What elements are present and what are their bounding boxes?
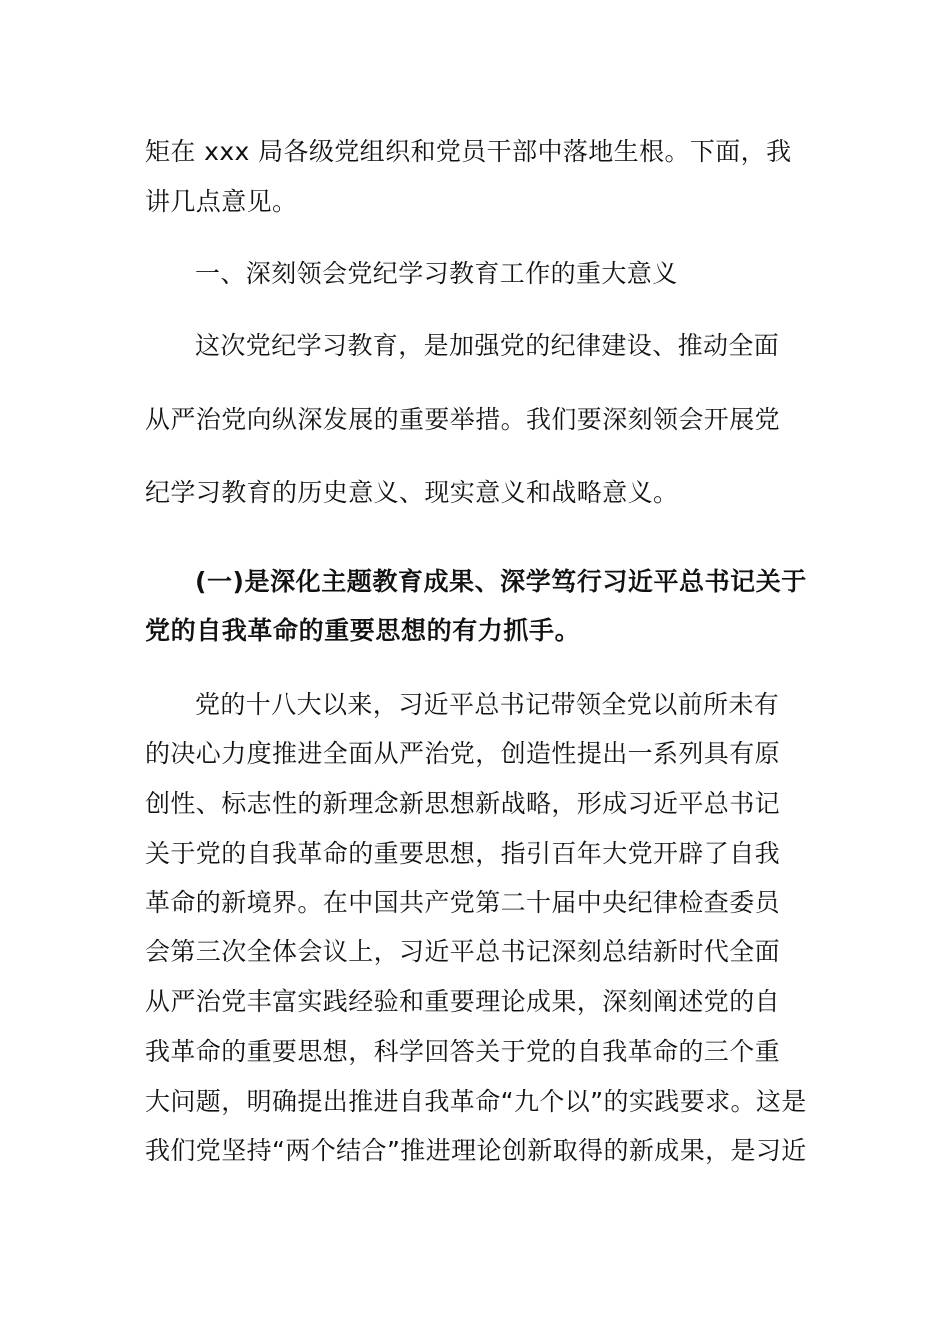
subheading-line-1: (一)是深化主题教育成果、深学笃行习近平总书记关于: [195, 567, 807, 596]
paragraph-2-line-10: 我们党坚持“两个结合”推进理论创新取得的新成果，是习近: [145, 1136, 807, 1165]
intro-line-1: 矩在 xxx 局各级党组织和党员干部中落地生根。下面，我: [145, 137, 792, 166]
subheading-line-2: 党的自我革命的重要思想的有力抓手。: [145, 616, 581, 645]
paragraph-2-line-9: 大问题，明确提出推进自我革命“九个以”的实践要求。这是: [145, 1087, 807, 1116]
paragraph-2-line-7: 从严治党丰富实践经验和重要理论成果，深刻阐述党的自: [145, 987, 781, 1016]
paragraph-1-line-1: 这次党纪学习教育，是加强党的纪律建设、推动全面: [195, 331, 780, 360]
paragraph-1-line-3: 纪学习教育的历史意义、现实意义和战略意义。: [145, 478, 679, 507]
intro-line-2: 讲几点意见。: [145, 187, 298, 216]
paragraph-2-line-1: 党的十八大以来，习近平总书记带领全党以前所未有: [195, 690, 780, 719]
paragraph-2-line-2: 的决心力度推进全面从严治党，创造性提出一系列具有原: [145, 739, 781, 768]
paragraph-2-line-6: 会第三次全体会议上，习近平总书记深刻总结新时代全面: [145, 937, 781, 966]
paragraph-2-line-3: 创性、标志性的新理念新思想新战略，形成习近平总书记: [145, 789, 781, 818]
section-heading: 一、深刻领会党纪学习教育工作的重大意义: [195, 259, 678, 288]
paragraph-2-line-4: 关于党的自我革命的重要思想，指引百年大党开辟了自我: [145, 839, 781, 868]
paragraph-2-line-5: 革命的新境界。在中国共产党第二十届中央纪律检查委员: [145, 888, 781, 917]
paragraph-2-line-8: 我革命的重要思想，科学回答关于党的自我革命的三个重: [145, 1037, 781, 1066]
paragraph-1-line-2: 从严治党向纵深发展的重要举措。我们要深刻领会开展党: [145, 405, 781, 434]
